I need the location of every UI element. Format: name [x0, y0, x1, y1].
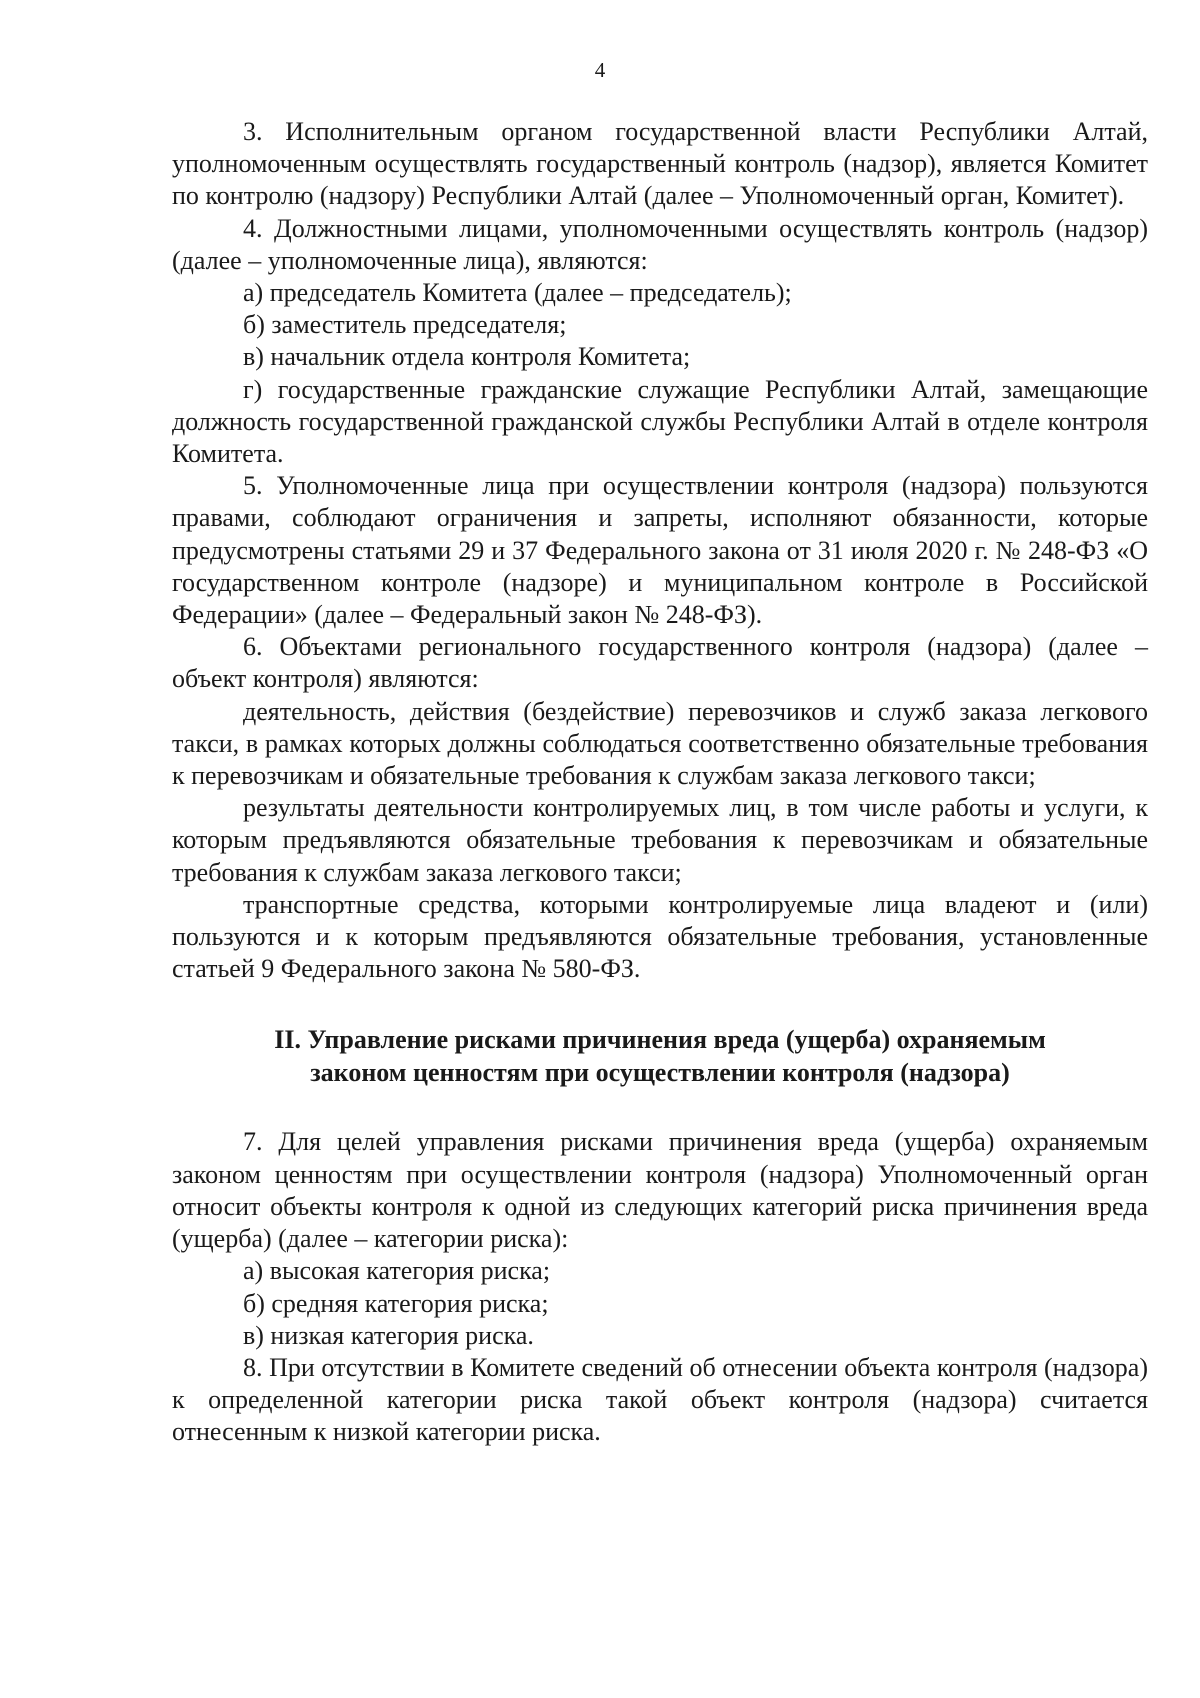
list-item-b: б) заместитель председателя;: [243, 310, 567, 340]
risk-low: в) низкая категория риска.: [243, 1320, 534, 1350]
risk-high: а) высокая категория риска;: [243, 1256, 551, 1286]
paragraph-7: 7. Для целей управления рисками причинения вреда (ущерба) охраняемым законом ценностям при осуществлении контроля (надзора) Уполномоченный орган относит объекты контроля к одной из следующих категорий риска причинения вреда (ущерба) (далее – категории риска):: [172, 1127, 1148, 1254]
paragraph-8: 8. При отсутствии в Комитете сведений об отнесении объекта контроля (надзора) к определенной категории риска такой объект контроля (надзора) считается отнесенным к низкой категории риска.: [172, 1352, 1148, 1447]
object-activity: деятельность, действия (бездействие) перевозчиков и служб заказа легкового такси, в рамках которых должны соблюдаться соответственно обязательные требования к перевозчикам и обязательные требования к службам заказа легкового такси;: [172, 696, 1148, 791]
list-item-g: г) государственные гражданские служащие Республики Алтай, замещающие должность государственной гражданской службы Республики Алтай в отделе контроля Комитета.: [172, 374, 1148, 469]
section-heading-line2: законом ценностям при осуществлении контроля (надзора): [310, 1057, 1010, 1087]
object-vehicles: транспортные средства, которыми контролируемые лица владеют и (или) пользуются и к которым предъявляются обязательные требования, установленные статьей 9 Федерального закона № 580-ФЗ.: [172, 889, 1148, 984]
page-number: 4: [594, 58, 606, 82]
section-heading: [172, 1024, 1148, 1089]
paragraph-5: 5. Уполномоченные лица при осуществлении контроля (надзора) пользуются правами, соблюдают ограничения и запреты, исполняют обязанности, которые предусмотрены статьями 29 и 37 Федерального закона от 31 июля 2020 г. № 248-ФЗ «О государственном контроле (надзоре) и муниципальном контроле в Российской Федерации» (далее – Федеральный закон № 248-ФЗ).: [172, 471, 1148, 630]
document-body: [172, 116, 1148, 1449]
list-item-a: а) председатель Комитета (далее – председатель);: [243, 278, 792, 308]
paragraph-3: 3. Исполнительным органом государственной власти Республики Алтай, уполномоченным осуществлять государственный контроль (надзор), является Комитет по контролю (надзору) Республики Алтай (далее – Уполномоченный орган, Комитет).: [172, 117, 1148, 211]
paragraph-4: 4. Должностными лицами, уполномоченными осуществлять контроль (надзор) (далее – уполномоченные лица), являются:: [172, 213, 1148, 275]
object-results: результаты деятельности контролируемых лиц, в том числе работы и услуги, к которым предъявляются обязательные требования к перевозчикам и обязательные требования к службам заказа легкового такси;: [172, 793, 1148, 887]
paragraph-6: 6. Объектами регионального государственного контроля (надзора) (далее – объект контроля) являются:: [172, 632, 1148, 694]
section-heading-line1: II. Управление рисками причинения вреда (ущерба) охраняемым: [274, 1025, 1046, 1055]
list-item-v: в) начальник отдела контроля Комитета;: [243, 342, 691, 372]
risk-medium: б) средняя категория риска;: [243, 1288, 549, 1318]
